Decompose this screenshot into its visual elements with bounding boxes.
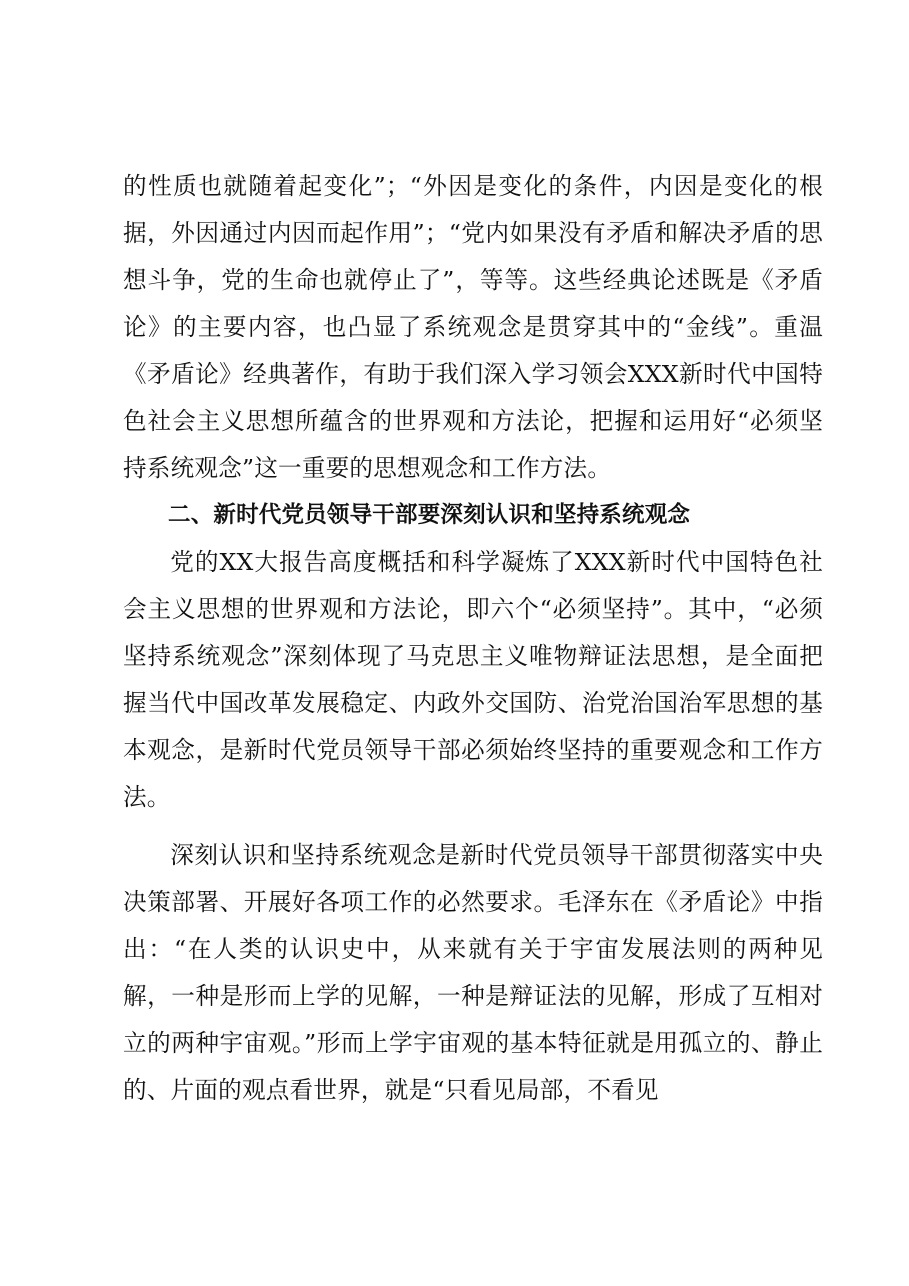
document-body: [123, 163, 823, 1114]
paragraph: 党的XX大报告高度概括和科学凝炼了XXX新时代中国特色社会主义思想的世界观和方法论，即六个“必须坚持”。其中，“必须坚持系统观念”深刻体现了马克思主义唯物辩证法思想，是全面把握当代中国改革发展稳定、内政外交国防、治党治国治军思想的基本观念，是新时代党员领导干部必须始终坚持的重要观念和工作方法。: [123, 548, 823, 811]
paragraph-continuation: 的性质也就随着起变化”；“外因是变化的条件，内因是变化的根据，外因通过内因而起作用”；“党内如果没有矛盾和解决矛盾的思想斗争，党的生命也就停止了”，等等。这些经典论述既是《矛盾论》的主要内容，也凸显了系统观念是贯穿其中的“金线”。重温《矛盾论》经典著作，有助于我们深入学习领会XXX新时代中国特色社会主义思想所蕴含的世界观和方法论，把握和运用好“必须坚持系统观念”这一重要的思想观念和工作方法。: [123, 172, 823, 482]
section-heading: 二、新时代党员领导干部要深刻认识和坚持系统观念: [168, 502, 691, 528]
paragraph: 深刻认识和坚持系统观念是新时代党员领导干部贯彻落实中央决策部署、开展好各项工作的必然要求。毛泽东在《矛盾论》中指出：“在人类的认识史中，从来就有关于宇宙发展法则的两种见解，一种是形而上学的见解，一种是辩证法的见解，形成了互相对立的两种宇宙观。”形而上学宇宙观的基本特征就是用孤立的、静止的、片面的观点看世界，就是“只看见局部，不看见: [123, 841, 823, 1104]
